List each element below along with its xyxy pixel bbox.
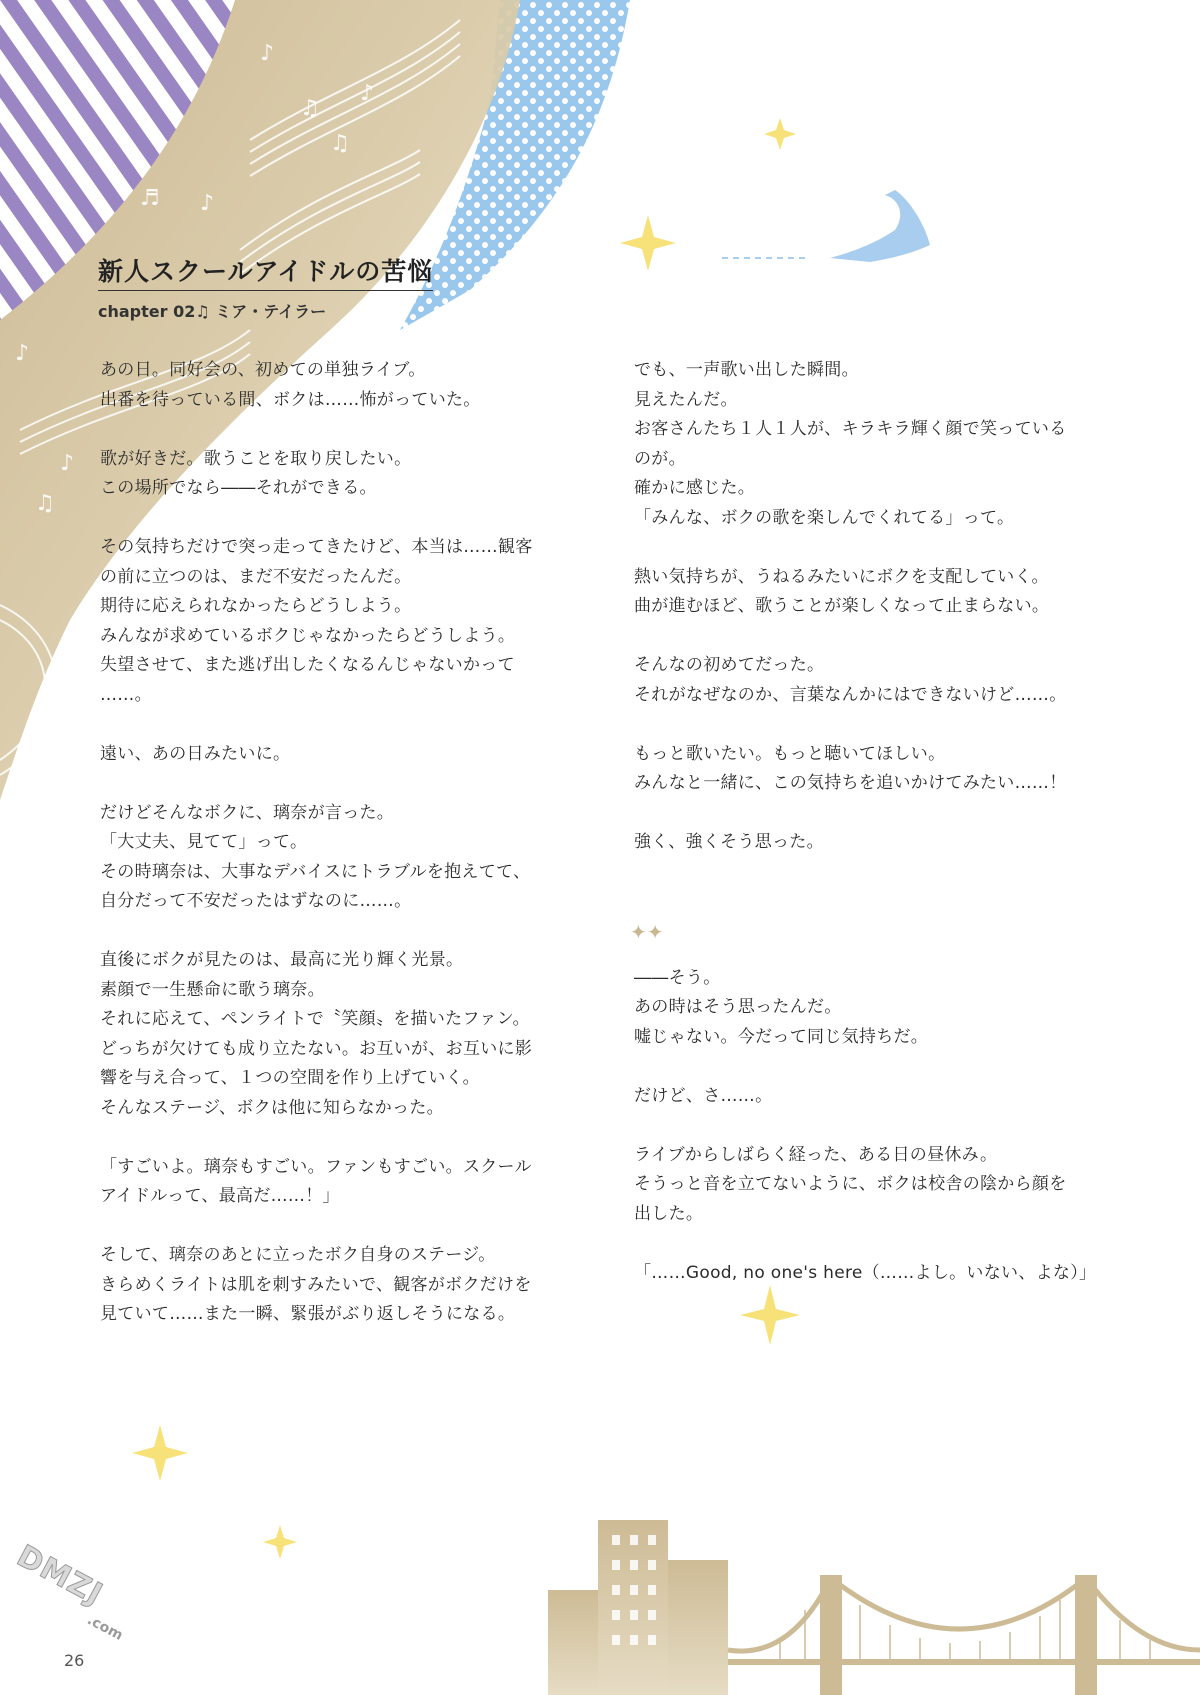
text-line: みんなと一緒に、この気持ちを追いかけてみたい……！	[634, 773, 1067, 793]
text-line: その時璃奈は、大事なデバイスにトラブルを抱えてて、	[100, 861, 531, 882]
bird-silhouette	[830, 190, 930, 262]
svg-text:♫: ♫	[300, 96, 320, 121]
paragraph-gap	[634, 710, 1114, 740]
right-text-column	[634, 356, 1114, 1288]
text-line: 失望させて、また逃げ出したくなるんじゃないかって	[100, 655, 515, 675]
paragraph-gap	[634, 799, 1114, 829]
text-line: それがなぜなのか、言葉なんかにはできないけど……。	[634, 684, 1067, 705]
svg-text:♪: ♪	[360, 81, 375, 106]
text-line: みんなが求めているボクじゃなかったらどうしよう。	[100, 625, 516, 646]
text-line: 「すごいよ。璃奈もすごい。ファンもすごい。スクール	[100, 1156, 532, 1177]
text-line: そして、璃奈のあとに立ったボク自身のステージ。	[100, 1245, 496, 1265]
svg-text:♫: ♫	[35, 491, 55, 516]
svg-text:♪: ♪	[200, 191, 215, 216]
bridge	[728, 1575, 1200, 1695]
chapter-header	[98, 252, 433, 322]
text-line: 強く、強くそう思った。	[634, 832, 824, 852]
paragraph-gap	[100, 1212, 580, 1242]
svg-text:♪: ♪	[60, 451, 75, 476]
text-line: あの時はそう思ったんだ。	[634, 997, 842, 1017]
text-line: 曲が進むほど、歌うことが楽しくなって止まらない。	[634, 596, 1050, 616]
site-watermark	[11, 1538, 126, 1644]
text-line: それに応えて、ペンライトで〝笑顔〟を描いたファン。	[100, 1009, 530, 1029]
text-line: 熱い気持ちが、うねるみたいにボクを支配していく。	[634, 566, 1049, 587]
svg-text:♪: ♪	[15, 341, 30, 366]
text-line: 「大丈夫、見てて」って。	[100, 832, 308, 852]
text-line: 素顔で一生懸命に歌う璃奈。	[100, 979, 325, 1000]
svg-text:♫: ♫	[330, 131, 350, 156]
right-text-bottom	[634, 964, 1114, 1289]
text-line: だけど、さ……。	[634, 1085, 773, 1106]
text-line: 見ていて……また一瞬、緊張がぶり返しそうになる。	[100, 1304, 516, 1324]
watermark-domain: .com	[84, 1612, 126, 1644]
text-line: ――そう。	[634, 967, 721, 988]
text-line: 遠い、あの日みたいに。	[100, 743, 291, 764]
text-line: の前に立つのは、まだ不安だったんだ。	[100, 566, 412, 587]
chapter-subtitle: chapter 02♫ ミア・テイラー	[98, 302, 327, 321]
sparkle-icon: ✦✦	[630, 920, 664, 944]
paragraph-gap	[634, 1052, 1114, 1082]
text-line: そんなの初めてだった。	[634, 655, 825, 675]
left-text-column	[100, 356, 580, 1330]
text-line: そうっと音を立てないように、ボクは校舎の陰から顔を	[634, 1174, 1067, 1194]
text-line: 「みんな、ボクの歌を楽しんでくれてる」って。	[634, 507, 1015, 528]
text-line: その気持ちだけで突っ走ってきたけど、本当は……観客	[100, 537, 533, 557]
text-line: 出した。	[634, 1203, 704, 1224]
text-line: 歌が好きだ。歌うことを取り戻したい。	[100, 448, 412, 469]
text-line: この場所でなら――それができる。	[100, 478, 377, 498]
text-line: のが。	[634, 448, 686, 469]
paragraph-gap	[100, 1123, 580, 1153]
svg-text:♪: ♪	[260, 41, 275, 66]
text-line: 期待に応えられなかったらどうしよう。	[100, 596, 412, 616]
watermark-logo: DMZJ	[11, 1538, 109, 1613]
text-line: アイドルって、最高だ……！」	[100, 1186, 340, 1206]
text-line: 自分だって不安だったはずなのに……。	[100, 891, 412, 911]
right-text-top	[634, 356, 1114, 858]
text-line: でも、一声歌い出した瞬間。	[634, 360, 859, 380]
text-line: ライブからしばらく経った、ある日の昼休み。	[634, 1144, 998, 1165]
text-line: 直後にボクが見たのは、最高に光り輝く光景。	[100, 950, 464, 970]
text-line: だけどそんなボクに、璃奈が言った。	[100, 802, 395, 823]
text-line: もっと歌いたい。もっと聴いてほしい。	[634, 743, 946, 764]
paragraph-gap	[100, 917, 580, 947]
text-line: ……。	[100, 684, 152, 705]
text-line: 「……Good, no one's here（……よし。いない、よな）」	[634, 1262, 1097, 1283]
text-line: 出番を待っている間、ボクは……怖がっていた。	[100, 389, 481, 410]
paragraph-gap	[100, 415, 580, 445]
text-line: そんなステージ、ボクは他に知らなかった。	[100, 1097, 444, 1118]
text-line: 見えたんだ。	[634, 389, 738, 410]
text-line: きらめくライトは肌を刺すみたいで、観客がボクだけを	[100, 1274, 532, 1295]
paragraph-gap	[100, 504, 580, 534]
text-line: あの日。同好会の、初めての単独ライブ。	[100, 360, 426, 380]
text-line: どっちが欠けても成り立たない。お互いが、お互いに影	[100, 1038, 533, 1059]
paragraph-gap	[100, 769, 580, 799]
paragraph-gap	[634, 622, 1114, 652]
paragraph-gap	[100, 710, 580, 740]
text-line: お客さんたち１人１人が、キラキラ輝く顔で笑っている	[634, 419, 1067, 439]
svg-text:♬: ♬	[140, 186, 160, 211]
page-number: 26	[64, 1651, 85, 1670]
city-skyline	[548, 1520, 728, 1695]
text-line: 確かに感じた。	[634, 478, 756, 498]
text-line: 嘘じゃない。今だって同じ気持ちだ。	[634, 1026, 929, 1047]
paragraph-gap	[634, 1229, 1114, 1259]
section-break	[634, 858, 1114, 964]
text-line: 響を与え合って、１つの空間を作り上げていく。	[100, 1068, 480, 1088]
paragraph-gap	[634, 533, 1114, 563]
paragraph-gap	[634, 1111, 1114, 1141]
page-title: 新人スクールアイドルの苦悩	[98, 252, 433, 291]
